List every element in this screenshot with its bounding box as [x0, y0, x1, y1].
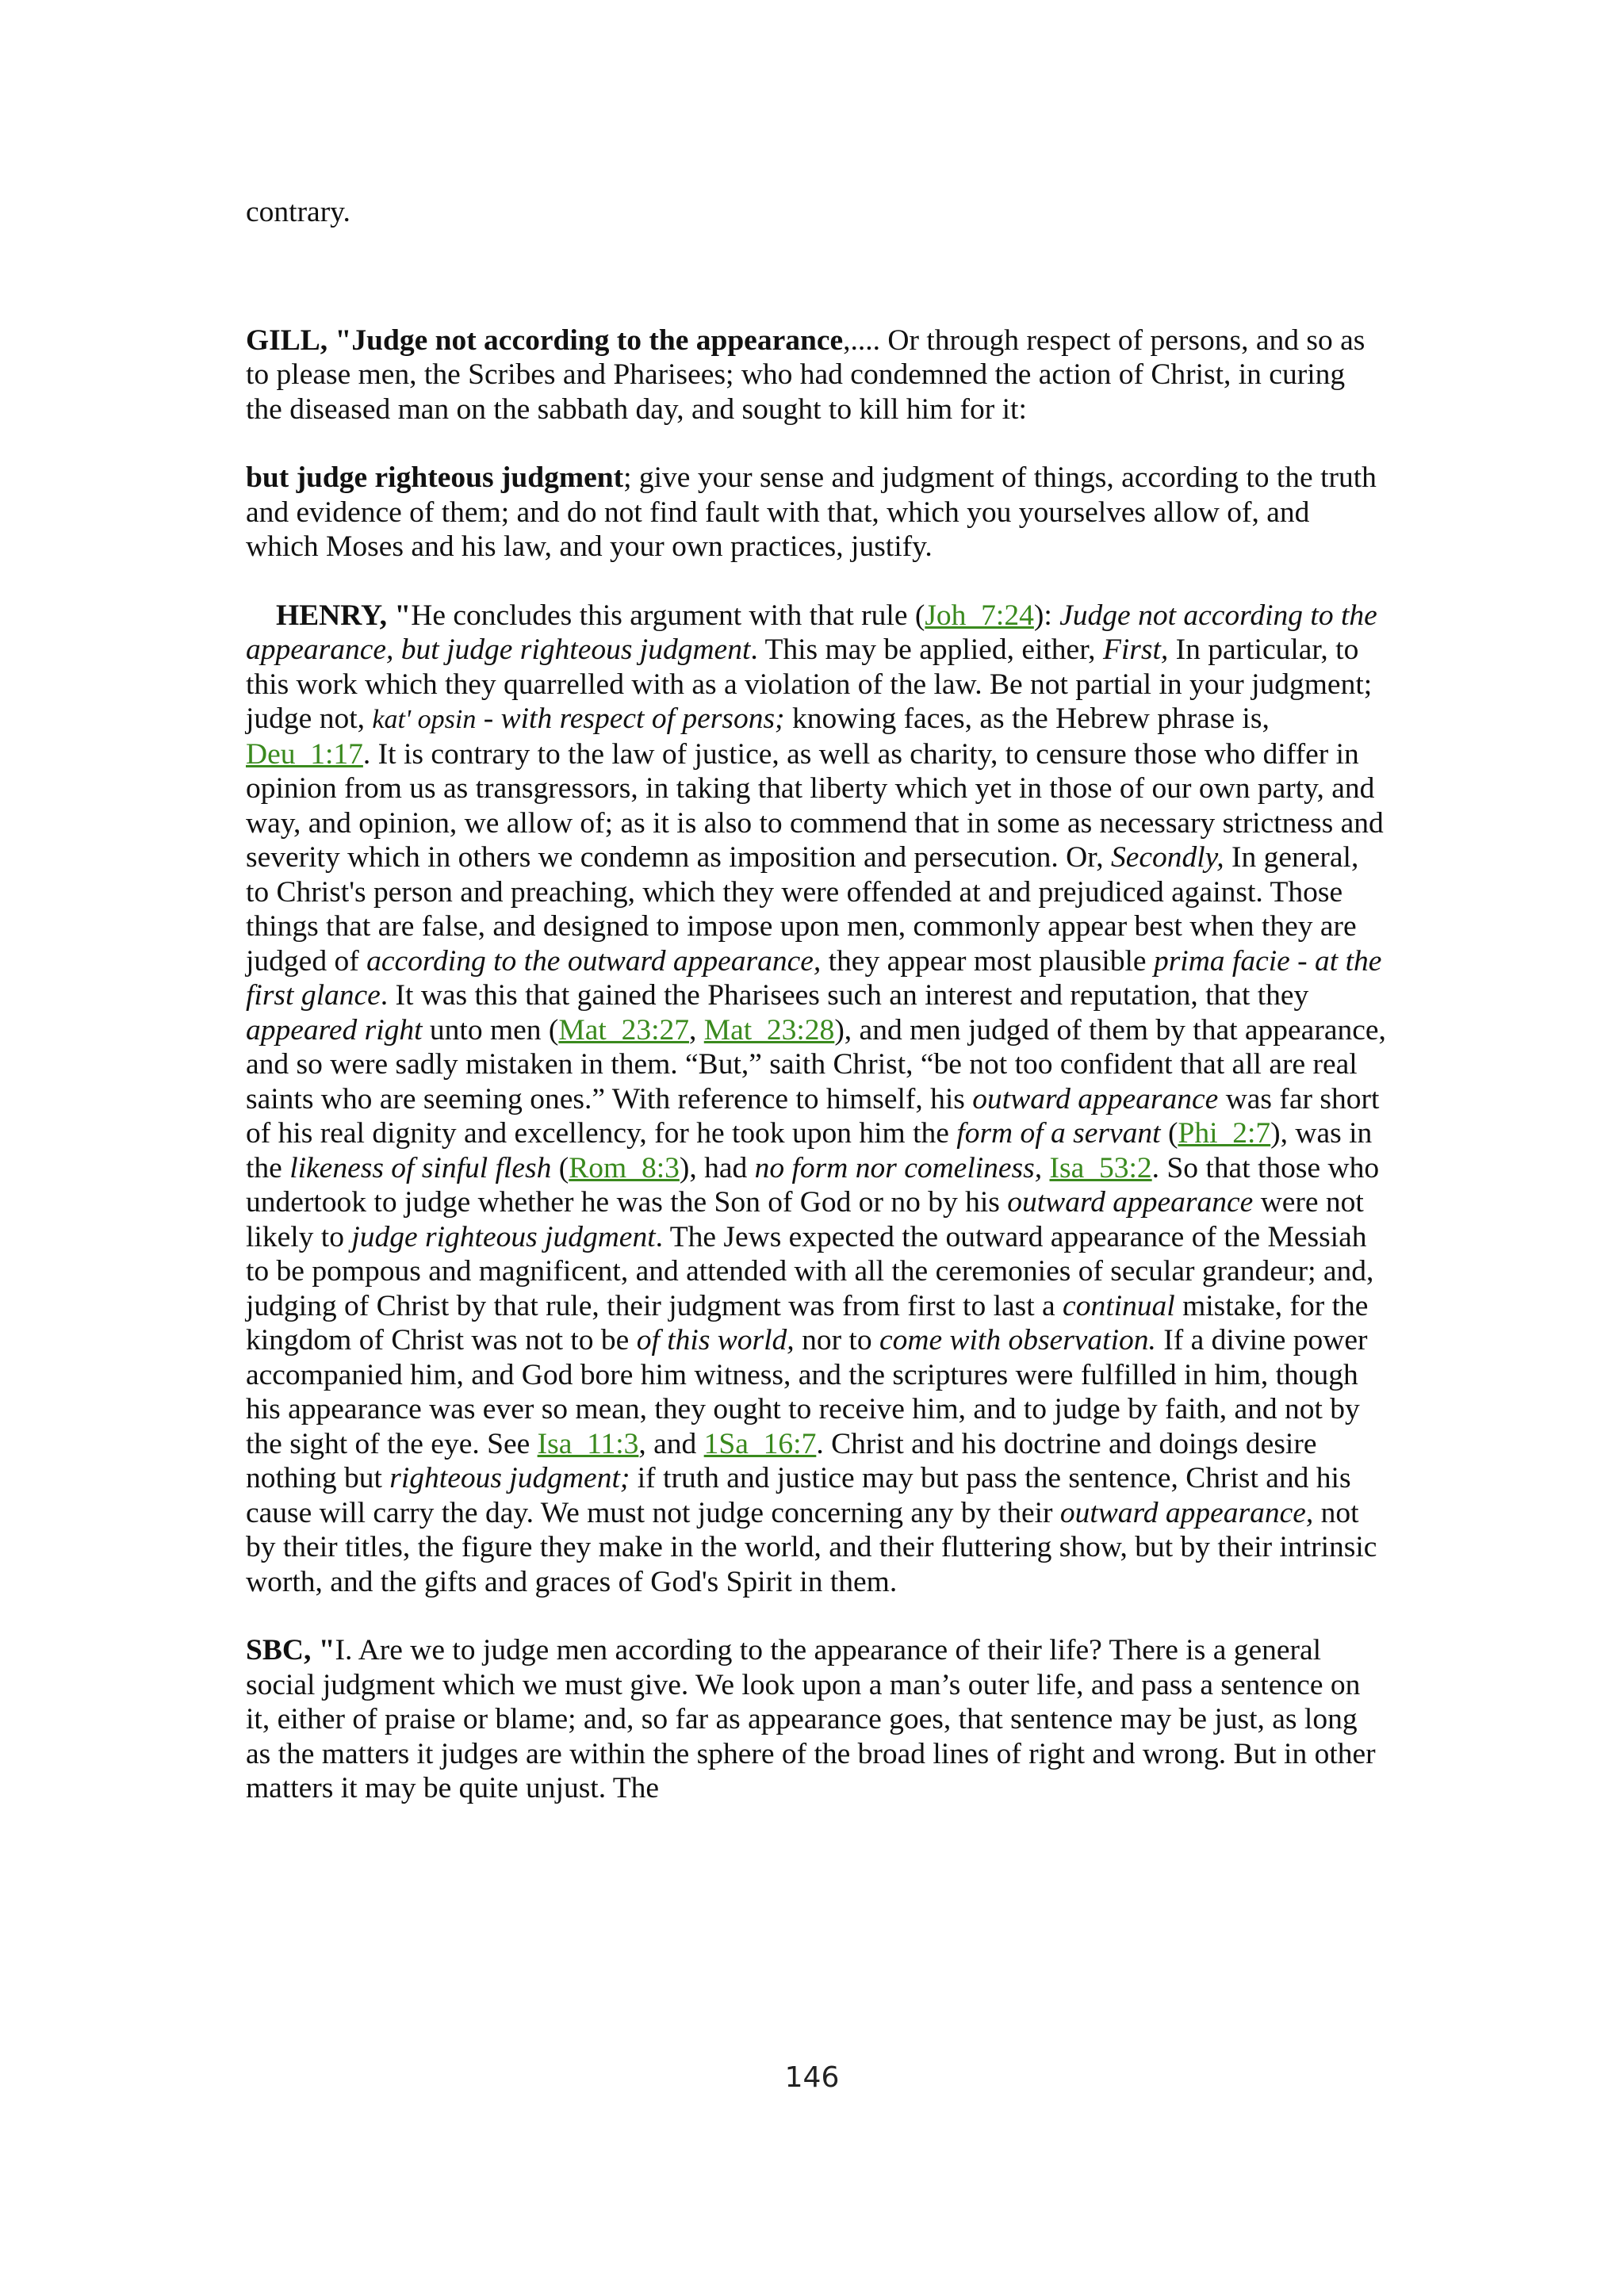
- ref-link-1sa-16-7[interactable]: 1Sa_16:7: [703, 1427, 817, 1460]
- ref-link-joh-7-24[interactable]: Joh_7:24: [925, 599, 1034, 632]
- ref-link-isa-53-2[interactable]: Isa_53:2: [1049, 1151, 1152, 1184]
- gill-heading-2: but judge righteous judgment: [246, 461, 624, 494]
- ref-link-mat-23-27[interactable]: Mat_23:27: [558, 1013, 689, 1047]
- document-page: [246, 195, 1388, 1806]
- ref-link-phi-2-7[interactable]: Phi_2:7: [1178, 1117, 1271, 1150]
- gill-label: GILL, ": [246, 323, 352, 357]
- ref-link-isa-11-3[interactable]: Isa_11:3: [537, 1427, 639, 1460]
- page-number: 146: [784, 2061, 840, 2094]
- paragraph-henry: HENRY, "He concludes this argument with that rule (Joh_7:24): Judge not according to the appearance, but judge righteous judgment. This may be applied, either, First, In particular, to this work which they quarrelled with as a violation of the law. Be not partial in your judgment; judge not, kat' opsin - with respect of persons; knowing faces, as the Hebrew phrase is, Deu_1:17. It is contrary to the law of justice, as well as charity, to censure those who differ in opinion from us as transgressors, in taking that liberty which yet in those of our own party, and way, and opinion, we allow of; as it is also to commend that in some as necessary strictness and severity which in others we condemn as imposition and persecution. Or, Secondly, In general, to Christ's person and preaching, which they were offended at and prejudiced against. Those things that are false, and designed to impose upon men, commonly appear best when they are judged of according to the outward appearance, they appear most plausible prima facie - at the first glance. It was this that gained the Pharisees such an interest and reputation, that they appeared right unto men (Mat_23:27, Mat_23:28), and men judged of them by that appearance, and so were sadly mistaken in them. “But,” saith Christ, “be not too confident that all are real saints who are seeming ones.” With reference to himself, his outward appearance was far short of his real dignity and excellency, for he took upon him the form of a servant (Phi_2:7), was in the likeness of sinful flesh (Rom_8:3), had no form nor comeliness, Isa_53:2. So that those who undertook to judge whether he was the Son of God or no by his outward appearance were not likely to judge righteous judgment. The Jews expected the outward appearance of the Messiah to be pompous and magnificent, and attended with all the ceremonies of secular grandeur; and, judging of Christ by that rule, their judgment was from first to last a continual mistake, for the kingdom of Christ was not to be of this world, nor to come with observation. If a divine power accompanied him, and God bore him witness, and the scriptures were fulfilled in him, though his appearance was ever so mean, they ought to receive him, and to judge by faith, and not by the sight of the eye. See Isa_11:3, and 1Sa_16:7. Christ and his doctrine and doings desire nothing but righteous judgment; if truth and justice may but pass the sentence, Christ and his cause will carry the day. We must not judge concerning any by their outward appearance, not by their titles, the figure they make in the world, and their fluttering show, but by their intrinsic worth, and the gifts and graces of God's Spirit in them.: [246, 599, 1386, 1598]
- paragraph-contrary: contrary.: [246, 196, 350, 228]
- ref-link-mat-23-28[interactable]: Mat_23:28: [703, 1013, 835, 1047]
- gill-heading: Judge not according to the appearance: [351, 323, 844, 357]
- paragraph-gill: GILL, "Judge not according to the appearance,.... Or through respect of persons, and so as to please men, the Scribes and Pharisees; who had condemned the action of Christ, in curing the diseased man on the sabbath day, and sought to kill him for it:: [246, 323, 1365, 426]
- sbc-label: SBC, ": [246, 1634, 335, 1667]
- paragraph-gill-2: but judge righteous judgment; give your sense and judgment of things, according to the truth and evidence of them; and do not find fault with that, which you yourselves allow of, and which Moses and his law, and your own practices, justify.: [246, 461, 1377, 563]
- henry-label: HENRY, ": [276, 599, 412, 632]
- ref-link-deu-1-17[interactable]: Deu_1:17: [246, 737, 363, 771]
- paragraph-sbc: SBC, "I. Are we to judge men according to the appearance of their life? There is a general social judgment which we must give. We look upon a man’s outer life, and pass a sentence on it, either of praise or blame; and, so far as appearance goes, that sentence may be just, as long as the matters it judges are within the sphere of the broad lines of right and wrong. But in other matters it may be quite unjust. The: [246, 1634, 1376, 1804]
- greek-phrase: kat' opsin: [372, 705, 477, 734]
- ref-link-rom-8-3[interactable]: Rom_8:3: [569, 1151, 680, 1184]
